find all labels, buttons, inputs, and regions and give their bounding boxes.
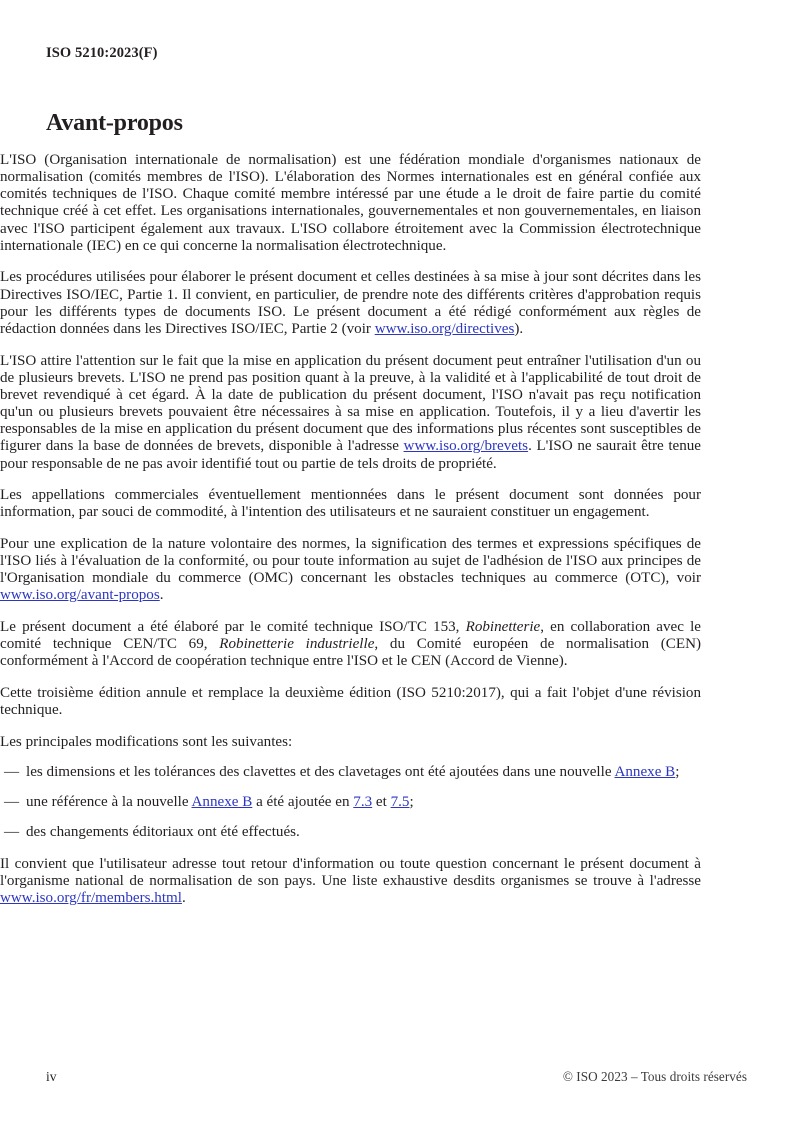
list-item [0,824,701,841]
em-dash-marker-icon: — [4,824,20,841]
committee-title-robinetterie-industrielle: Robinetterie industrielle [219,636,375,653]
em-dash-marker-icon: — [4,794,20,811]
tc-text-segment-2: , en collaboration avec le comité technique CEN/TC 69, [0,619,701,653]
tc-text-segment-1: Le présent document a été élaboré par le comité technique ISO/TC 153, [0,619,466,636]
lead-in-text: Les principales modifications sont les suivantes: [0,733,293,750]
paragraph-text: Les appellations commerciales éventuellement mentionnées dans le présent document sont données pour information, par souci de commodité, à l'intention des utilisateurs et ne sauraient constituer un engagement. [0,487,701,521]
paragraph-trade-names [0,487,701,521]
paragraph-text: Cette troisième édition annule et remplace la deuxième édition (ISO 5210:2017), qui a fait l'objet d'une révision technique. [0,685,701,719]
paragraph-text-after-link: ). [514,320,524,337]
paragraph-edition-notice [0,685,701,719]
copyright-notice: © ISO 2023 – Tous droits réservés [562,1069,747,1084]
list-item-tail: ; [675,764,680,781]
changes-lead-in [0,734,701,751]
paragraph-text-before-link: Il convient que l'utilisateur adresse tout retour d'information ou toute question concernant le présent document à l'organisme national de normalisation de son pays. Une liste exhaustive desdits organismes se trouve à l'adresse [0,856,701,890]
xref-clause-7-3[interactable]: 7.3 [353,794,373,811]
running-head: ISO 5210:2023(F) [46,45,158,61]
list-item-text: les dimensions et les tolérances des clavettes et des clavetages ont été ajoutées dans une nouvelle [26,764,615,781]
paragraph-voluntary-nature [0,536,701,605]
link-iso-avant-propos[interactable]: www.iso.org/avant-propos [0,587,160,604]
foreword-body [0,152,701,907]
xref-annexe-b[interactable]: Annexe B [614,764,676,781]
paragraph-patents [0,353,701,473]
paragraph-iso-intro [0,152,701,255]
paragraph-text-before-link: L'ISO attire l'attention sur le fait que la mise en application du présent document peut entraîner l'utilisation d'un ou de plusieurs brevets. L'ISO ne prend pas position quant à la preuve, à la validité et à l'applicabilité de tout droit de brevet revendiqué à cet égard. À la date de publication du présent document, l'ISO n'avait pas reçu notification qu'un ou plusieurs brevets pouvaient être nécessaires à sa mise en application. Toutefois, il y a lieu d'avertir les responsables de la mise en application du présent document que des informations plus récentes sont susceptibles de figurer dans la base de données de brevets, disponible à l'adresse [0,352,701,455]
list-item [0,764,701,781]
paragraph-procedures [0,269,701,338]
link-iso-directives[interactable]: www.iso.org/directives [374,320,515,337]
page-number: iv [46,1069,57,1084]
list-item-text: des changements éditoriaux ont été effectués. [26,824,300,841]
em-dash-marker-icon: — [4,764,20,781]
xref-clause-7-5[interactable]: 7.5 [390,794,410,811]
paragraph-text-before-link: Pour une explication de la nature volontaire des normes, la signification des termes et expressions spécifiques de l'ISO liés à l'évaluation de la conformité, ou pour toute information au sujet de l'adhésion de l'ISO aux principes de l'Organisation mondiale du commerce (OMC) concernant les obstacles techniques au commerce (OTC), voir [0,535,701,587]
paragraph-text: L'ISO (Organisation internationale de normalisation) est une fédération mondiale d'organismes nationaux de normalisation (comités membres de l'ISO). L'élaboration des Normes internationales est en général confiée aux comités techniques de l'ISO. Chaque comité membre intéressé par une étude a le droit de faire partie du comité technique créé à cet effet. Les organisations internationales, gouvernementales et non gouvernementales, en liaison avec l'ISO participent également aux travaux. L'ISO collabore étroitement avec la Commission électrotechnique internationale (IEC) en ce qui concerne la normalisation électrotechnique. [0,152,701,254]
tc-text-segment-3: , du Comité européen de normalisation (CEN) conformément à l'Accord de coopération technique entre l'ISO et le CEN (Accord de Vienne). [0,636,702,670]
page-title: Avant-propos [46,110,183,136]
paragraph-text-after-link: . L'ISO ne saurait être tenue pour responsable de ne pas avoir identifié tout ou partie de tels droits de propriété. [0,438,701,472]
link-iso-members[interactable]: www.iso.org/fr/members.html [0,890,182,907]
list-item-tail: ; [409,794,414,811]
page-content [46,0,747,62]
list-item-text: a été ajoutée en [252,794,354,811]
paragraph-technical-committee [0,619,701,670]
paragraph-feedback [0,856,701,907]
list-item-text: et [372,794,391,811]
paragraph-text-after-link: . [181,890,186,907]
page-footer [46,1069,747,1085]
paragraph-text-after-link: . [159,587,164,604]
paragraph-text-before-link: Les procédures utilisées pour élaborer le présent document et celles destinées à sa mise à jour sont décrites dans les Directives ISO/IEC, Partie 1. Il convient, en particulier, de prendre note des différents critères d'approbation requis pour les différents types de documents ISO. Le présent document a été rédigé conformément aux règles de rédaction données dans les Directives ISO/IEC, Partie 2 (voir [0,269,701,337]
committee-title-robinetterie: Robinetterie [465,619,541,636]
list-item-text: une référence à la nouvelle [26,794,192,811]
xref-annexe-b[interactable]: Annexe B [191,794,253,811]
list-item [0,794,701,811]
link-iso-brevets[interactable]: www.iso.org/brevets [403,438,529,455]
changes-list [0,764,701,841]
